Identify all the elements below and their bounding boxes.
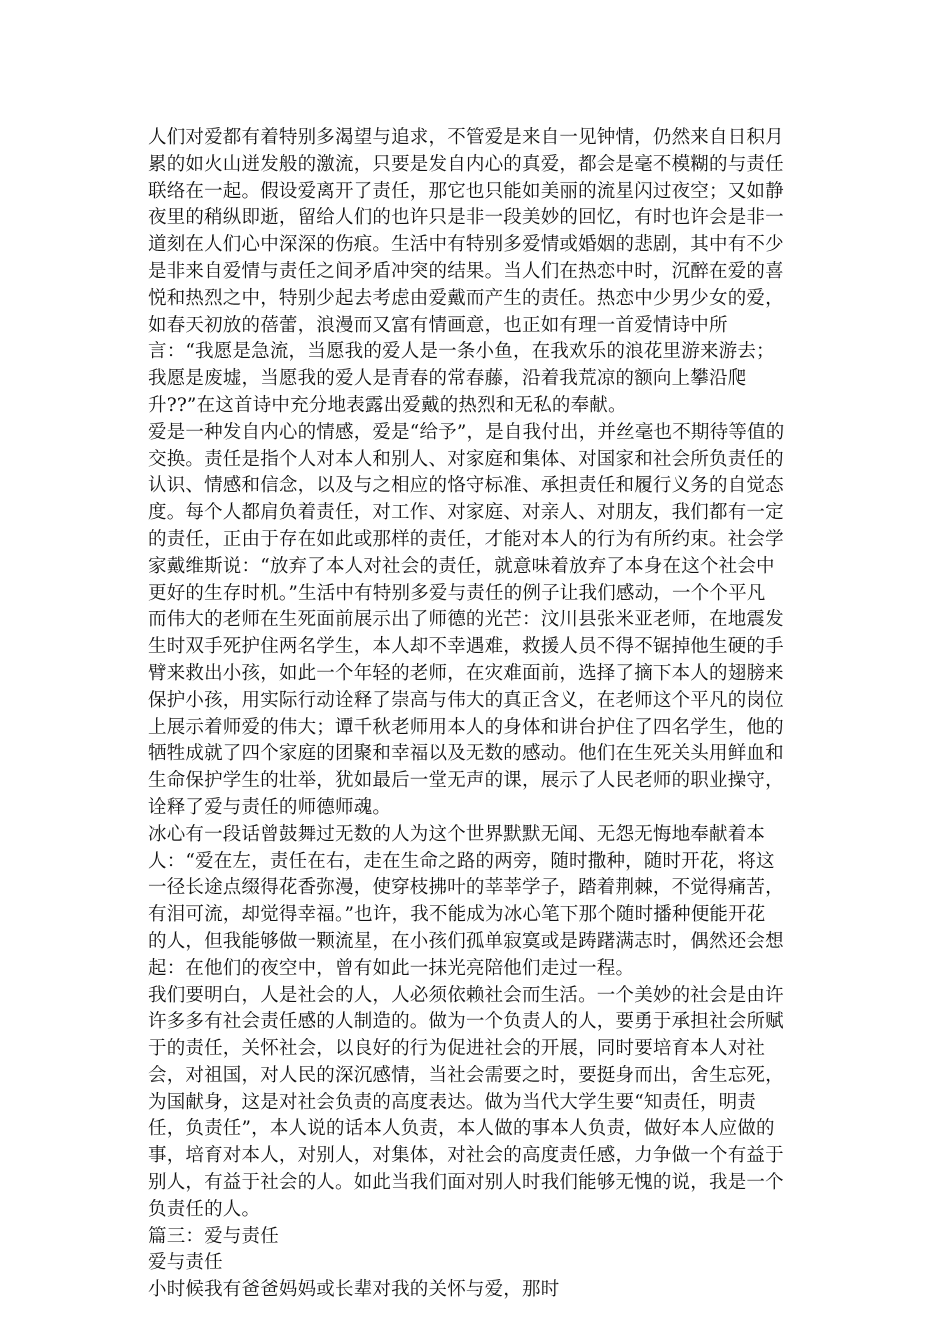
article-title [148,1250,804,1277]
text-line: 事，培育对本人，对别人，对集体，对社会的高度责任感，力争做一个有益于 [148,1145,784,1167]
text-line: 而伟大的老师在生死面前展示出了师德的光芒：汶川县张米亚老师，在地震发 [148,609,784,631]
text-line: 负责任的人。 [148,1198,261,1220]
title-line: 爱与责任 [148,1252,223,1274]
text-line: 于的责任，关怀社会，以良好的行为促进社会的开展，同时要培育本人对社 [148,1038,766,1060]
text-line: 道刻在人们心中深深的伤痕。生活中有特别多爱情或婚姻的悲剧，其中有不少 [148,234,784,256]
text-line: 更好的生存时机。”生活中有特别多爱与责任的例子让我们感动，一个个平凡 [148,582,766,604]
paragraph-5 [148,1277,804,1304]
text-line: 累的如火山迸发般的激流，只要是发自内心的真爱，都会是毫不模糊的与责任 [148,153,784,175]
text-line: 联络在一起。假设爱离开了责任，那它也只能如美丽的流星闪过夜空；又如静 [148,180,784,202]
paragraph-3 [148,822,804,983]
text-line: 言：“我愿是急流，当愿我的爱人是一条小鱼，在我欢乐的浪花里游来游去； [148,341,775,363]
text-line: 任，负责任”，本人说的话本人负责，本人做的事本人负责，做好本人应做的 [148,1118,775,1140]
text-line: 许多多有社会责任感的人制造的。做为一个负责人的人，要勇于承担社会所赋 [148,1011,784,1033]
text-line: 认识、情感和信念，以及与之相应的恪守标准、承担责任和履行义务的自觉态 [148,475,784,497]
text-line: 为国献身，这是对社会负责的高度表达。做为当代大学生要“知责任，明责 [148,1091,757,1113]
text-line: 保护小孩，用实际行动诠释了崇高与伟大的真正含义，在老师这个平凡的岗位 [148,689,784,711]
text-line: 是非来自爱情与责任之间矛盾冲突的结果。当人们在热恋中时，沉醉在爱的喜 [148,260,784,282]
document-body [148,125,804,1304]
text-line: 诠释了爱与责任的师德师魂。 [148,796,392,818]
text-line: 升??”在这首诗中充分地表露出爱戴的热烈和无私的奉献。 [148,394,627,416]
text-line: 我们要明白，人是社会的人，人必须依赖社会而生活。一个美妙的社会是由许 [148,984,784,1006]
text-line: 别人，有益于社会的人。如此当我们面对别人时我们能够无愧的说，我是一个 [148,1172,784,1194]
text-line: 夜里的稍纵即逝，留给人们的也许只是非一段美妙的回忆，有时也许会是非一 [148,207,784,229]
text-line: 起：在他们的夜空中，曾有如此一抹光亮陪他们走过一程。 [148,957,635,979]
text-line: 生时双手死护住两名学生，本人却不幸遇难，救援人员不得不锯掉他生硬的手 [148,636,784,658]
text-line: 度。每个人都肩负着责任，对工作、对家庭、对亲人、对朋友，我们都有一定 [148,502,784,524]
text-line: 冰心有一段话曾鼓舞过无数的人为这个世界默默无闻、无怨无悔地奉献着本 [148,823,766,845]
text-line: 有泪可流，却觉得幸福。”也许，我不能成为冰心笔下那个随时播种便能开花 [148,904,766,926]
text-line: 牺牲成就了四个家庭的团聚和幸福以及无数的感动。他们在生死关头用鲜血和 [148,743,784,765]
paragraph-4 [148,983,804,1224]
text-line: 人们对爱都有着特别多渴望与追求，不管爱是来自一见钟情，仍然来自日积月 [148,127,784,148]
paragraph-1 [148,125,804,420]
text-line: 会，对祖国，对人民的深沉感情，当社会需要之时，要挺身而出，舍生忘死， [148,1064,784,1086]
text-line: 上展示着师爱的伟大；谭千秋老师用本人的身体和讲台护住了四名学生，他的 [148,716,784,738]
text-line: 我愿是废墟，当愿我的爱人是青春的常春藤，沿着我荒凉的额向上攀沿爬 [148,368,747,390]
heading-line: 篇三：爱与责任 [148,1225,279,1247]
text-line: 臂来救出小孩，如此一个年轻的老师，在灾难面前，选择了摘下本人的翅膀来 [148,662,784,684]
text-line: 如春天初放的蓓蕾，浪漫而又富有情画意，也正如有理一首爱情诗中所 [148,314,728,336]
text-line: 生命保护学生的壮举，犹如最后一堂无声的课，展示了人民老师的职业操守， [148,770,784,792]
paragraph-2 [148,420,804,822]
text-line: 家戴维斯说：“放弃了本人对社会的责任，就意味着放弃了本身在这个社会中 [148,555,775,577]
text-line: 人：“爱在左，责任在右，走在生命之路的两旁，随时撒种，随时开花，将这 [148,850,775,872]
text-line: 爱是一种发自内心的情感，爱是“给予”，是自我付出，并丝毫也不期待等值的 [148,421,785,443]
text-line: 小时候我有爸爸妈妈或长辈对我的关怀与爱，那时 [148,1279,560,1301]
text-line: 一径长途点缀得花香弥漫，使穿枝拂叶的莘莘学子，踏着荆棘，不觉得痛苦， [148,877,784,899]
section-heading [148,1224,804,1251]
text-line: 的责任，正由于存在如此或那样的责任，才能对本人的行为有所约束。社会学 [148,528,784,550]
text-line: 的人，但我能够做一颗流星，在小孩们孤单寂寞或是踌躇满志时，偶然还会想 [148,930,784,952]
text-line: 悦和热烈之中，特别少起去考虑由爱戴而产生的责任。热恋中少男少女的爱， [148,287,784,309]
text-line: 交换。责任是指个人对本人和别人、对家庭和集体、对国家和社会所负责任的 [148,448,784,470]
